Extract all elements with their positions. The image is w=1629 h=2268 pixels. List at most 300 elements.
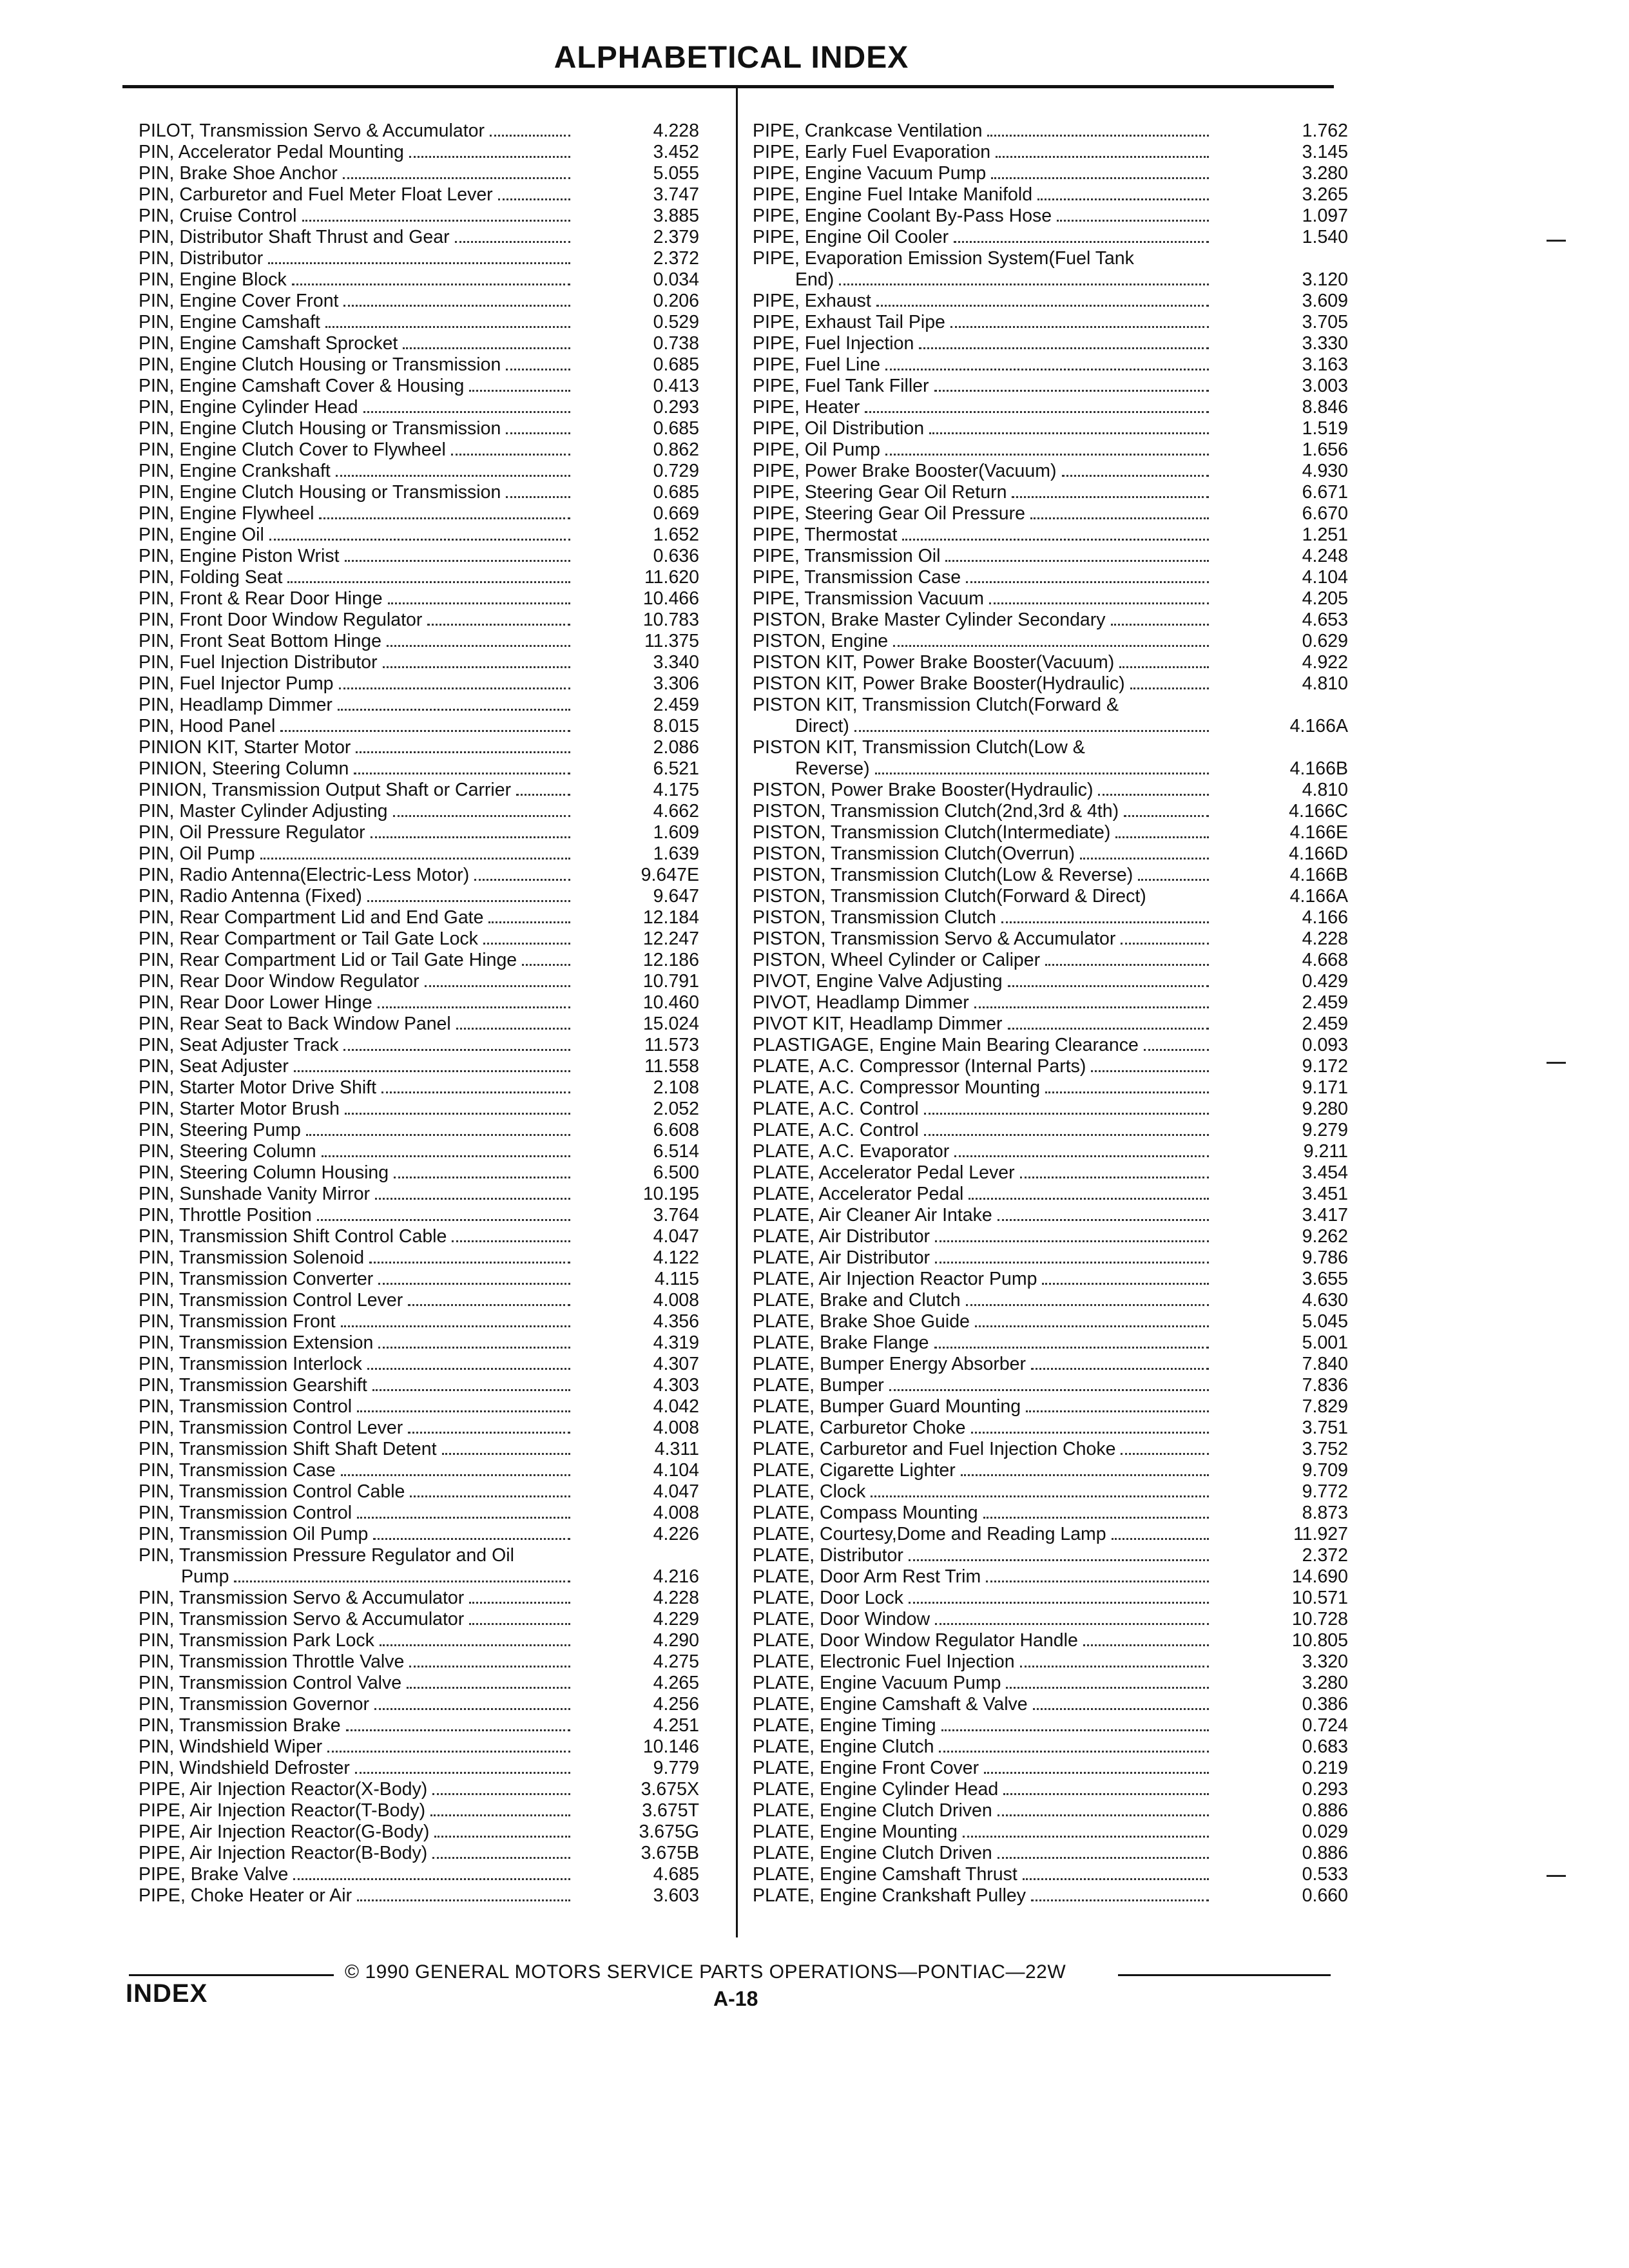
leader-dots <box>345 1110 570 1115</box>
index-entry <box>139 1269 699 1290</box>
entry-page-ref: 4.228 <box>653 120 699 141</box>
leader-dots <box>1037 196 1209 200</box>
entry-text: PLATE, A.C. Evaporator <box>753 1141 950 1162</box>
index-entry <box>139 312 699 333</box>
entry-text: PIN, Transmission Gearshift <box>139 1375 367 1396</box>
index-entry <box>753 1609 1348 1630</box>
entry-page-ref: 1.639 <box>653 843 699 864</box>
entry-text: PIN, Radio Antenna(Electric-Less Motor) <box>139 865 470 885</box>
index-entry <box>139 1460 699 1481</box>
leader-dots <box>432 1791 570 1795</box>
index-entry <box>139 843 699 865</box>
entry-page-ref: 4.166C <box>1289 801 1348 822</box>
entry-page-ref: 3.751 <box>1302 1418 1348 1438</box>
leader-dots <box>929 430 1209 434</box>
leader-dots <box>1115 834 1209 838</box>
index-entry <box>753 1779 1348 1800</box>
index-entry <box>753 737 1348 758</box>
leader-dots <box>260 855 570 860</box>
index-entry <box>139 1779 699 1800</box>
entry-text: PILOT, Transmission Servo & Accumulator <box>139 120 485 141</box>
index-entry <box>753 1545 1348 1566</box>
leader-dots <box>941 1727 1209 1731</box>
leader-dots <box>363 408 570 413</box>
index-entry <box>139 1566 699 1588</box>
entry-page-ref: 4.216 <box>653 1566 699 1587</box>
entry-page-ref: 9.211 <box>1303 1141 1348 1162</box>
index-entry <box>753 1396 1348 1418</box>
entry-text: PIN, Accelerator Pedal Mounting <box>139 142 404 162</box>
entry-text: PIPE, Heater <box>753 397 860 418</box>
index-entry <box>139 1184 699 1205</box>
entry-text: PIN, Transmission Control Lever <box>139 1418 403 1438</box>
entry-text: PIN, Front & Rear Door Hinge <box>139 588 383 609</box>
entry-page-ref: 12.186 <box>642 950 699 970</box>
leader-dots <box>1121 940 1209 945</box>
entry-text: PLATE, Distributor <box>753 1545 903 1566</box>
entry-text: PIN, Engine Cover Front <box>139 291 339 311</box>
index-entry <box>753 631 1348 652</box>
index-entry <box>753 120 1348 142</box>
entry-text: PIPE, Fuel Tank Filler <box>753 376 929 396</box>
entry-page-ref: 14.690 <box>1291 1566 1348 1587</box>
index-entry <box>139 1588 699 1609</box>
entry-page-ref: 4.810 <box>1302 780 1348 800</box>
index-entry <box>753 843 1348 865</box>
leader-dots <box>409 153 570 158</box>
index-entry <box>139 631 699 652</box>
index-entry <box>139 1014 699 1035</box>
index-entry <box>139 1630 699 1651</box>
entry-text: PISTON KIT, Transmission Clutch(Low & <box>753 737 1085 758</box>
entry-text: PIN, Engine Clutch Housing or Transmission <box>139 418 501 439</box>
index-entry <box>139 418 699 439</box>
entry-page-ref: 0.685 <box>653 418 699 439</box>
entry-text: PLATE, Engine Clutch Driven <box>753 1843 992 1863</box>
index-entry <box>753 461 1348 482</box>
index-entry <box>753 1460 1348 1481</box>
index-entry <box>139 673 699 695</box>
index-entry <box>753 1821 1348 1843</box>
entry-text: PLATE, Door Arm Rest Trim <box>753 1566 981 1587</box>
index-entry <box>139 1651 699 1673</box>
entry-text: PIN, Oil Pump <box>139 843 255 864</box>
entry-text: PIN, Rear Door Lower Hinge <box>139 992 372 1013</box>
entry-text: PIN, Seat Adjuster Track <box>139 1035 339 1055</box>
entry-page-ref: 4.922 <box>1302 652 1348 673</box>
entry-page-ref: 0.529 <box>653 312 699 332</box>
index-entry <box>139 1375 699 1396</box>
column-divider <box>736 88 738 1937</box>
entry-page-ref: 0.886 <box>1302 1800 1348 1821</box>
index-entry <box>139 1077 699 1099</box>
entry-text: PIVOT, Headlamp Dimmer <box>753 992 969 1013</box>
leader-dots <box>452 1238 570 1242</box>
entry-page-ref: 3.885 <box>653 206 699 226</box>
leader-dots <box>885 366 1209 370</box>
entry-text: PIN, Rear Seat to Back Window Panel <box>139 1014 451 1034</box>
index-entry <box>753 588 1348 610</box>
index-entry <box>753 1439 1348 1460</box>
entry-text: PIN, Transmission Brake <box>139 1715 341 1736</box>
entry-text: PLATE, Engine Crankshaft Pulley <box>753 1885 1027 1906</box>
entry-page-ref: 1.097 <box>1302 206 1348 226</box>
entry-text: PIPE, Exhaust Tail Pipe <box>753 312 945 332</box>
entry-text: PIN, Steering Column Housing <box>139 1162 389 1183</box>
entry-page-ref: 0.413 <box>653 376 699 396</box>
header-rule <box>122 85 1334 88</box>
entry-text: PIN, Steering Column <box>139 1141 316 1162</box>
entry-text: PIN, Fuel Injector Pump <box>139 673 334 694</box>
entry-page-ref: 9.772 <box>1302 1481 1348 1502</box>
leader-dots <box>375 1195 570 1200</box>
entry-page-ref: 4.251 <box>653 1715 699 1736</box>
entry-text: PIN, Transmission Control <box>139 1503 352 1523</box>
leader-dots <box>954 238 1209 243</box>
entry-text: PIN, Engine Flywheel <box>139 503 314 524</box>
entry-text: PIN, Cruise Control <box>139 206 297 226</box>
index-entry <box>753 376 1348 397</box>
index-entry <box>139 950 699 971</box>
entry-page-ref: 3.417 <box>1302 1205 1348 1225</box>
index-entry <box>139 1694 699 1715</box>
leader-dots <box>425 983 570 987</box>
index-entry <box>139 1120 699 1141</box>
entry-page-ref: 9.280 <box>1302 1099 1348 1119</box>
entry-page-ref: 15.024 <box>642 1014 699 1034</box>
index-entry <box>139 1332 699 1354</box>
entry-page-ref: 0.034 <box>653 269 699 290</box>
entry-page-ref: 4.290 <box>653 1630 699 1651</box>
index-entry <box>139 142 699 163</box>
leader-dots <box>934 387 1210 392</box>
index-entry <box>753 1481 1348 1503</box>
index-entry <box>753 1099 1348 1120</box>
entry-page-ref: 3.454 <box>1302 1162 1348 1183</box>
entry-page-ref: 0.683 <box>1302 1736 1348 1757</box>
entry-text: PLATE, Air Distributor <box>753 1226 930 1247</box>
entry-page-ref: 0.724 <box>1302 1715 1348 1736</box>
entry-page-ref: 12.247 <box>642 928 699 949</box>
entry-page-ref: 2.379 <box>653 227 699 247</box>
leader-dots <box>336 472 570 477</box>
page-number: A-18 <box>713 1987 758 2010</box>
leader-dots <box>854 727 1209 732</box>
entry-page-ref: 2.108 <box>653 1077 699 1098</box>
leader-dots <box>935 1620 1209 1625</box>
leader-dots <box>1121 1450 1209 1455</box>
leader-dots <box>1026 1408 1209 1412</box>
entry-text: PLATE, Compass Mounting <box>753 1503 978 1523</box>
entry-page-ref: 0.533 <box>1302 1864 1348 1885</box>
entry-page-ref: 3.120 <box>1302 269 1348 290</box>
entry-text: PIVOT, Engine Valve Adjusting <box>753 971 1003 992</box>
leader-dots <box>381 1089 570 1093</box>
index-entry <box>753 312 1348 333</box>
entry-page-ref: 11.620 <box>644 567 699 588</box>
entry-text: PISTON, Engine <box>753 631 889 651</box>
entry-text: PIPE, Crankcase Ventilation <box>753 120 983 141</box>
leader-dots <box>1003 1791 1209 1795</box>
entry-page-ref: 3.451 <box>1302 1184 1348 1204</box>
leader-dots <box>355 1769 570 1774</box>
leader-dots <box>986 1578 1209 1582</box>
entry-text: PIPE, Air Injection Reactor(T-Body) <box>139 1800 426 1821</box>
index-entry <box>139 120 699 142</box>
index-entry <box>139 907 699 928</box>
entry-text: PIPE, Oil Pump <box>753 439 880 460</box>
index-entry <box>753 801 1348 822</box>
entry-text: PLATE, Engine Clutch Driven <box>753 1800 992 1821</box>
section-label: INDEX <box>126 1979 208 2008</box>
index-entry <box>139 1162 699 1184</box>
leader-dots <box>410 1493 570 1497</box>
index-entry <box>753 1843 1348 1864</box>
leader-dots <box>1001 919 1209 923</box>
entry-page-ref: 3.265 <box>1302 184 1348 205</box>
leader-dots <box>516 791 570 796</box>
entry-text: PIN, Windshield Defroster <box>139 1758 350 1778</box>
leader-dots <box>934 1344 1209 1349</box>
entry-text: PLATE, A.C. Control <box>753 1120 919 1140</box>
entry-page-ref: 0.219 <box>1302 1758 1348 1778</box>
index-column-right <box>753 120 1348 1907</box>
leader-dots <box>1042 1280 1209 1285</box>
leader-dots <box>1111 621 1209 626</box>
leader-dots <box>945 557 1209 562</box>
entry-text: PLATE, Engine Clutch <box>753 1736 934 1757</box>
entry-page-ref: 10.571 <box>1291 1588 1348 1608</box>
entry-text: PIN, Engine Clutch Housing or Transmission <box>139 482 501 503</box>
index-entry <box>139 376 699 397</box>
entry-text: PIPE, Steering Gear Oil Return <box>753 482 1007 503</box>
entry-text: PIPE, Transmission Oil <box>753 546 941 566</box>
entry-text: PIN, Transmission Oil Pump <box>139 1524 369 1544</box>
entry-text: PIPE, Engine Coolant By-Pass Hose <box>753 206 1052 226</box>
entry-page-ref: 0.685 <box>653 354 699 375</box>
leader-dots <box>1139 262 1209 264</box>
entry-text: PLATE, Clock <box>753 1481 866 1502</box>
entry-page-ref: 4.175 <box>653 780 699 800</box>
leader-dots <box>983 1514 1209 1519</box>
index-entry <box>139 248 699 269</box>
entry-text: End) <box>795 269 834 290</box>
entry-text: PIN, Windshield Wiper <box>139 1736 323 1757</box>
entry-page-ref: 7.829 <box>1302 1396 1348 1417</box>
leader-dots <box>345 557 570 562</box>
entry-text: PLATE, A.C. Compressor Mounting <box>753 1077 1041 1098</box>
index-entry <box>753 992 1348 1014</box>
entry-text: PIN, Transmission Shift Shaft Detent <box>139 1439 437 1459</box>
entry-text: PLATE, A.C. Control <box>753 1099 919 1119</box>
entry-page-ref: 2.459 <box>1302 1014 1348 1034</box>
entry-page-ref: 8.846 <box>1302 397 1348 418</box>
leader-dots <box>1023 1876 1209 1880</box>
index-entry <box>753 652 1348 673</box>
leader-dots <box>338 706 570 711</box>
index-entry <box>139 1035 699 1056</box>
index-entry <box>139 928 699 950</box>
entry-page-ref: 4.662 <box>653 801 699 822</box>
index-entry <box>753 1035 1348 1056</box>
leader-dots <box>269 536 570 541</box>
entry-page-ref: 3.705 <box>1302 312 1348 332</box>
leader-dots <box>889 1387 1209 1391</box>
entry-page-ref: 10.146 <box>642 1736 699 1757</box>
entry-page-ref: 4.166D <box>1289 843 1348 864</box>
margin-mark <box>1547 1062 1566 1064</box>
index-entry <box>753 291 1348 312</box>
index-entry <box>753 1311 1348 1332</box>
leader-dots <box>1124 708 1209 711</box>
leader-dots <box>327 1748 570 1753</box>
entry-text: PIPE, Brake Valve <box>139 1864 289 1885</box>
leader-dots <box>234 1578 570 1582</box>
leader-dots <box>293 1876 570 1880</box>
entry-page-ref: 0.293 <box>1302 1779 1348 1800</box>
entry-text: PIN, Steering Pump <box>139 1120 301 1140</box>
index-entry <box>753 1418 1348 1439</box>
leader-dots <box>1144 1046 1209 1051</box>
index-entry <box>753 248 1348 269</box>
index-entry <box>139 546 699 567</box>
index-entry <box>753 1800 1348 1821</box>
index-entry <box>753 1205 1348 1226</box>
entry-page-ref: 9.171 <box>1302 1077 1348 1098</box>
entry-page-ref: 4.008 <box>653 1418 699 1438</box>
entry-page-ref: 0.660 <box>1302 1885 1348 1906</box>
entry-text: PIPE, Engine Vacuum Pump <box>753 163 987 184</box>
entry-page-ref: 1.609 <box>653 822 699 843</box>
leader-dots <box>306 1131 570 1136</box>
leader-dots <box>378 1344 570 1349</box>
entry-text: PISTON, Brake Master Cylinder Secondary <box>753 610 1106 630</box>
index-entry <box>139 1545 699 1566</box>
entry-page-ref: 10.783 <box>642 610 699 630</box>
entry-page-ref: 0.738 <box>653 333 699 354</box>
entry-text: PIN, Engine Camshaft <box>139 312 320 332</box>
leader-dots <box>875 770 1209 774</box>
index-entry <box>753 439 1348 461</box>
leader-dots <box>975 1323 1209 1327</box>
leader-dots <box>383 664 570 668</box>
index-entry <box>139 588 699 610</box>
entry-text: PINION, Steering Column <box>139 758 349 779</box>
index-entry <box>753 1226 1348 1247</box>
leader-dots <box>996 153 1209 158</box>
leader-dots <box>287 579 570 583</box>
index-entry <box>753 695 1348 716</box>
entry-page-ref: 0.862 <box>653 439 699 460</box>
index-entry <box>753 1162 1348 1184</box>
leader-dots <box>519 1559 570 1561</box>
leader-dots <box>924 1131 1209 1136</box>
entry-page-ref: 10.728 <box>1291 1609 1348 1629</box>
index-entry <box>753 227 1348 248</box>
entry-text: PLATE, Door Lock <box>753 1588 903 1608</box>
entry-text: PLATE, Engine Cylinder Head <box>753 1779 999 1800</box>
entry-text: PIPE, Early Fuel Evaporation <box>753 142 991 162</box>
index-entry <box>753 886 1348 907</box>
entry-page-ref: 3.752 <box>1302 1439 1348 1459</box>
leader-dots <box>474 876 570 881</box>
leader-dots <box>319 515 570 519</box>
index-entry <box>139 1226 699 1247</box>
entry-page-ref: 4.256 <box>653 1694 699 1715</box>
entry-page-ref: 0.636 <box>653 546 699 566</box>
entry-text: PIN, Transmission Solenoid <box>139 1247 365 1268</box>
leader-dots <box>378 1004 570 1008</box>
entry-page-ref: 4.166B <box>1289 865 1348 885</box>
entry-text: PIPE, Air Injection Reactor(G-Body) <box>139 1821 430 1842</box>
entry-text: PIN, Engine Cylinder Head <box>139 397 358 418</box>
entry-page-ref: 4.047 <box>653 1481 699 1502</box>
entry-text: PIN, Engine Camshaft Cover & Housing <box>139 376 465 396</box>
entry-page-ref: 4.810 <box>1302 673 1348 694</box>
index-entry <box>139 1609 699 1630</box>
leader-dots <box>966 1302 1209 1306</box>
leader-dots <box>357 1408 570 1412</box>
index-entry <box>753 1120 1348 1141</box>
index-entry <box>139 269 699 291</box>
leader-dots <box>442 1450 570 1455</box>
entry-text: PIN, Engine Block <box>139 269 287 290</box>
leader-dots <box>1020 1174 1209 1178</box>
entry-text: PLATE, Bumper Guard Mounting <box>753 1396 1021 1417</box>
index-entry <box>753 482 1348 503</box>
entry-text: PLATE, Courtesy,Dome and Reading Lamp <box>753 1524 1106 1544</box>
entry-text: PLATE, Bumper Energy Absorber <box>753 1354 1027 1374</box>
entry-page-ref: 3.003 <box>1302 376 1348 396</box>
entry-text: PIN, Rear Door Window Regulator <box>139 971 419 992</box>
index-entry <box>139 780 699 801</box>
leader-dots <box>427 621 570 626</box>
index-entry <box>753 1651 1348 1673</box>
entry-text: PIPE, Exhaust <box>753 291 871 311</box>
entry-page-ref: 4.229 <box>653 1609 699 1629</box>
entry-page-ref: 4.166A <box>1289 716 1348 736</box>
leader-dots <box>1031 1897 1209 1901</box>
index-entry <box>753 1056 1348 1077</box>
leader-dots <box>268 260 570 264</box>
index-entry <box>139 695 699 716</box>
index-entry <box>139 482 699 503</box>
entry-page-ref: 12.184 <box>642 907 699 928</box>
entry-text: PIN, Front Seat Bottom Hinge <box>139 631 381 651</box>
entry-page-ref: 0.206 <box>653 291 699 311</box>
leader-dots <box>1091 1068 1209 1072</box>
entry-text: PIN, Radio Antenna (Fixed) <box>139 886 362 907</box>
index-entry <box>139 333 699 354</box>
entry-page-ref: 5.001 <box>1302 1332 1348 1353</box>
leader-dots <box>408 1302 570 1306</box>
entry-page-ref: 4.930 <box>1302 461 1348 481</box>
footer-rule-left <box>129 1974 334 1976</box>
entry-text: PIN, Distributor Shaft Thrust and Gear <box>139 227 450 247</box>
entry-text: PIPE, Transmission Vacuum <box>753 588 985 609</box>
entry-page-ref: 4.104 <box>653 1460 699 1481</box>
index-entry <box>753 1758 1348 1779</box>
entry-text: PIN, Transmission Pressure Regulator and Oil <box>139 1545 514 1566</box>
entry-page-ref: 2.459 <box>1302 992 1348 1013</box>
entry-text: PIN, Transmission Servo & Accumulator <box>139 1609 465 1629</box>
entry-page-ref: 4.166E <box>1289 822 1348 843</box>
leader-dots <box>991 175 1209 179</box>
entry-page-ref: 1.540 <box>1302 227 1348 247</box>
entry-page-ref: 4.228 <box>653 1588 699 1608</box>
entry-page-ref: 0.886 <box>1302 1843 1348 1863</box>
index-entry <box>139 758 699 780</box>
